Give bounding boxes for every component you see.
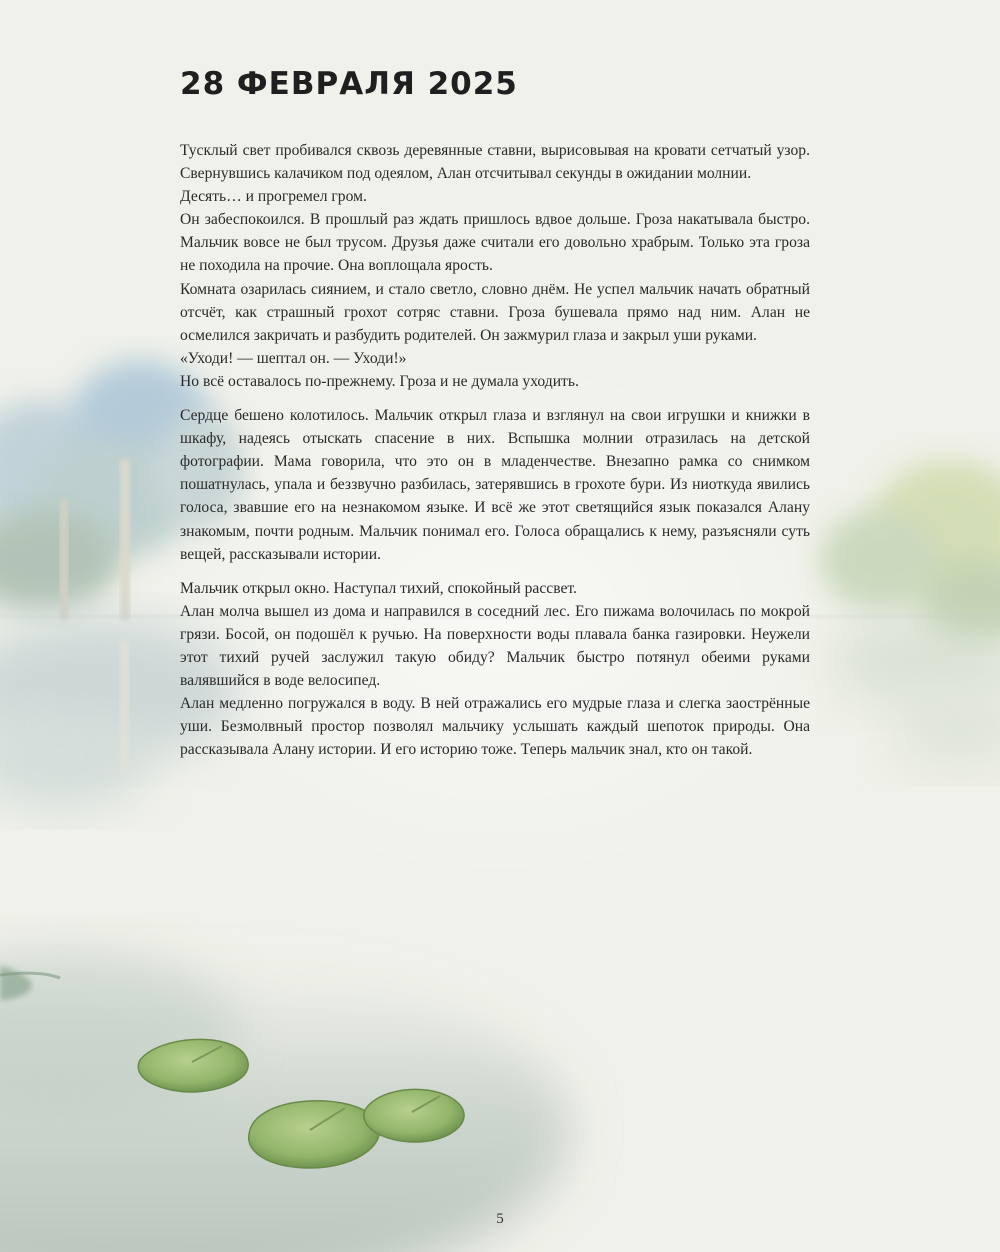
paragraph: Он забеспокоился. В прошлый раз ждать пришлось вдвое дольше. Гроза накатывала быстро. Мальчик вовсе не был трусом. Друзья даже считали его довольно храбрым. Только эта гроза не походила на прочие. Она воплощала ярость. — [180, 211, 810, 275]
paragraph: Мальчик открыл окно. Наступал тихий, спокойный рассвет. — [180, 579, 577, 597]
paragraph: Алан медленно погружался в воду. В ней отражались его мудрые глаза и слегка заострённые уши. Безмолвный простор позволял мальчику услышать каждый шепоток природы. Она рассказывала Алану истории. И его историю тоже. Теперь мальчик знал, кто он такой. — [180, 695, 810, 759]
paragraph: «Уходи! — шептал он. — Уходи!» — [180, 349, 407, 367]
paragraph: Тусклый свет пробивался сквозь деревянные ставни, вырисовывая на кровати сетчатый узор. Свернувшись калачиком под одеялом, Алан отсчитывал секунды в ожидании молнии. — [180, 142, 810, 183]
bottom-water — [0, 950, 570, 1252]
paragraph: Десять… и прогремел гром. — [180, 188, 367, 206]
story-text — [180, 139, 810, 761]
paragraph: Но всё оставалось по-прежнему. Гроза и не думала уходить. — [180, 372, 579, 390]
paragraph: Сердце бешено колотилось. Мальчик открыл глаза и взглянул на свои игрушки и книжки в шкафу, надеясь отыскать спасение в них. Вспышка молнии отразилась на детской фотографии. Мама говорила, что это он в младенчестве. Внезапно рамка со снимком пошатнулась, упала и беззвучно разбилась, затерявшись в грохоте бури. Из ниоткуда явились голоса, звавшие его на незнакомом языке. И всё же этот светящийся язык показался Алану знакомым, почти родным. Мальчик понимал его. Голоса обращались к нему, разъясняли суть вещей, рассказывали истории. — [180, 407, 810, 563]
paragraph: Комната озарилась сиянием, и стало светло, словно днём. Не успел мальчик начать обратный отсчёт, как страшный грохот сотряс ставни. Гроза бушевала прямо над ним. Алан не осмелился закричать и разбудить родителей. Он зажмурил глаза и закрыл уши руками. — [180, 280, 810, 344]
paragraph: Алан молча вышел из дома и направился в соседний лес. Его пижама волочилась по мокрой грязи. Босой, он подошёл к ручью. На поверхности воды плавала банка газировки. Неужели этот тихий ручей заслужил такую обиду? Мальчик быстро потянул обеими руками валявшийся в воде велосипед. — [180, 602, 810, 690]
right-reflection — [830, 610, 1000, 770]
page-number: 5 — [496, 1211, 504, 1227]
page-title: 28 ФЕВРАЛЯ 2025 — [180, 66, 518, 102]
